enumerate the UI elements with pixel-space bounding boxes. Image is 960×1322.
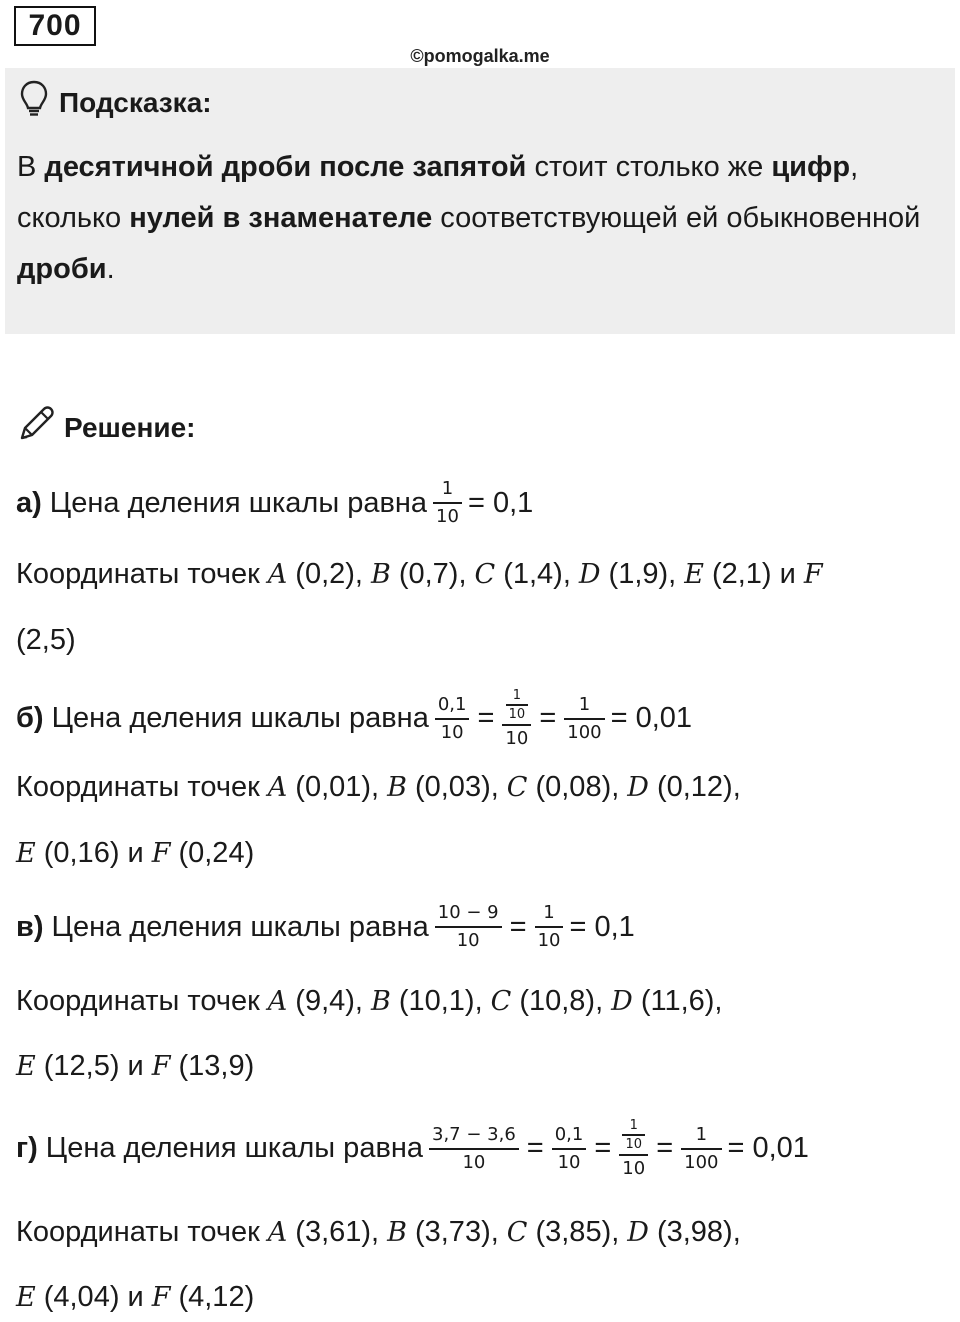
point-name: C: [474, 559, 496, 590]
point-name: D: [611, 986, 633, 1017]
coords-intro: Координаты точек: [16, 771, 260, 803]
numerator: 10 − 9: [437, 902, 499, 923]
point-value: (0,01),: [295, 771, 380, 803]
denominator: 10: [436, 506, 459, 527]
part-b-coords-line-2: [16, 837, 254, 870]
price-text: Цена деления шкалы равна: [51, 910, 429, 943]
part-label: а): [16, 486, 42, 519]
point-value: (1,9),: [608, 558, 677, 590]
denominator: 100: [567, 721, 602, 743]
point-value: (3,85),: [535, 1216, 620, 1248]
coords-intro: Координаты точек: [16, 558, 260, 590]
lightbulb-icon: [19, 80, 49, 125]
denominator: 10: [537, 930, 561, 951]
point-name: F: [151, 1051, 171, 1082]
equals-sign: =: [539, 702, 557, 735]
part-c-coords-line: [16, 985, 722, 1018]
hint-bold-part: нулей в знаменателе: [129, 202, 433, 234]
point-value: (3,61),: [295, 1216, 380, 1248]
fraction: [552, 1124, 587, 1174]
point-value: (0,08),: [535, 771, 620, 803]
hint-header: [19, 80, 212, 125]
point-value: (0,12),: [656, 771, 741, 803]
point-value: (4,04) и: [43, 1281, 144, 1313]
point-name: B: [370, 559, 391, 590]
point-name: D: [578, 559, 601, 590]
denominator: 10: [557, 1151, 581, 1173]
point-name: D: [627, 772, 649, 803]
equals-sign: =: [477, 702, 495, 735]
point-value: (0,2),: [295, 558, 363, 590]
point-value: (9,4),: [295, 985, 363, 1017]
fraction-bar: [435, 718, 470, 720]
denominator: 10: [622, 1157, 646, 1179]
numerator: 1: [578, 693, 591, 715]
denominator: 10: [505, 727, 529, 749]
fraction: [435, 694, 470, 744]
fraction-bar: [619, 1154, 648, 1156]
point-value: (13,9): [178, 1050, 255, 1082]
denominator: 10: [625, 1136, 643, 1152]
pencil-icon: [16, 404, 56, 451]
point-value: (0,24): [178, 837, 255, 869]
point-value: (3,98),: [656, 1216, 741, 1248]
complex-fraction: [502, 688, 531, 750]
watermark: ©pomogalka.me: [410, 46, 550, 66]
point-value: (11,6),: [640, 985, 723, 1017]
numerator: 3,7 − 3,6: [432, 1123, 516, 1145]
equals-sign: =: [594, 1132, 612, 1165]
solution-header: [16, 404, 195, 451]
numerator: 1: [695, 1123, 708, 1145]
fraction-bar: [435, 926, 502, 928]
hint-title: Подсказка:: [59, 86, 212, 118]
point-name: E: [16, 1051, 36, 1082]
point-name: D: [627, 1217, 649, 1248]
point-name: A: [267, 772, 288, 803]
complex-fraction: [619, 1118, 648, 1180]
numerator: 0,1: [437, 693, 467, 715]
point-value: (4,12): [178, 1281, 255, 1313]
part-label: в): [16, 910, 44, 943]
point-name: F: [151, 838, 171, 869]
denominator: 10: [440, 721, 464, 743]
point-value: (12,5) и: [43, 1050, 144, 1082]
hint-text-part: соответствующей ей обыкновенной: [432, 202, 921, 234]
fraction-bar: [502, 724, 531, 726]
equals-sign: =: [509, 910, 527, 943]
point-name: F: [803, 559, 823, 590]
part-d-coords-line-2: [16, 1281, 254, 1314]
point-value: (0,03),: [414, 771, 499, 803]
price-result: = 0,01: [727, 1132, 809, 1165]
point-name: E: [16, 838, 36, 869]
fraction-bar: [622, 1134, 645, 1136]
hint-text-part: В: [17, 151, 45, 183]
point-name: C: [506, 772, 528, 803]
numerator: 1: [629, 1118, 638, 1133]
denominator: 10: [508, 706, 526, 722]
part-b-price-line: [16, 688, 692, 750]
hint-text-part: , сколько: [17, 151, 859, 234]
inner-fraction: [622, 1118, 645, 1152]
point-name: A: [267, 559, 288, 590]
point-value: (1,4),: [503, 558, 571, 590]
coords-intro: Координаты точек: [16, 1216, 260, 1248]
point-name: E: [684, 559, 704, 590]
hint-bold-part: десятичной дроби после запятой: [44, 151, 527, 183]
fraction: [564, 694, 604, 744]
part-a-price-line: [16, 478, 533, 528]
hint-text: [17, 142, 937, 295]
hint-box: [5, 68, 955, 334]
numerator: 0,1: [554, 1123, 584, 1145]
solution-title: Решение:: [64, 411, 196, 443]
task-number: 700: [14, 6, 96, 46]
part-d-coords-line: [16, 1216, 741, 1249]
point-value: (3,73),: [414, 1216, 499, 1248]
denominator: 10: [462, 1151, 486, 1173]
numerator: 1: [512, 688, 521, 703]
price-result: = 0,01: [610, 702, 693, 735]
fraction-bar: [681, 1148, 721, 1150]
point-value: (10,8),: [519, 985, 604, 1017]
fraction: [681, 1124, 721, 1174]
part-label: б): [16, 702, 44, 735]
point-value: (2,5): [16, 624, 76, 656]
price-result: = 0,1: [467, 486, 534, 519]
point-name: B: [387, 772, 407, 803]
equals-sign: =: [656, 1132, 674, 1165]
fraction: [435, 902, 502, 952]
point-name: F: [151, 1282, 171, 1313]
fraction: [429, 1124, 519, 1174]
point-name: C: [506, 1217, 528, 1248]
fraction-bar: [552, 1148, 587, 1150]
inner-fraction: [506, 688, 529, 722]
fraction-bar: [564, 718, 604, 720]
part-a-coords-line: [16, 558, 831, 591]
price-text: Цена деления шкалы равна: [45, 1132, 423, 1165]
price-text: Цена деления шкалы равна: [49, 486, 428, 519]
point-name: E: [16, 1282, 36, 1313]
fraction-bar: [535, 926, 564, 928]
part-b-coords-line: [16, 771, 741, 804]
part-c-coords-line-2: [16, 1050, 254, 1083]
part-label: г): [16, 1132, 38, 1165]
point-name: A: [267, 1217, 288, 1248]
fraction-bar: [429, 1148, 519, 1150]
fraction: [535, 902, 564, 952]
hint-bold-part: дроби: [17, 253, 107, 285]
point-value: (2,1) и: [711, 558, 796, 590]
fraction: [433, 478, 462, 528]
fraction-bar: [433, 502, 462, 504]
numerator: 1: [441, 478, 454, 499]
price-result: = 0,1: [569, 910, 635, 943]
point-name: B: [370, 986, 391, 1017]
point-value: (0,16) и: [43, 837, 144, 869]
hint-text-part: .: [106, 253, 115, 285]
coords-intro: Координаты точек: [16, 985, 260, 1017]
part-c-price-line: [16, 902, 635, 952]
fraction-bar: [506, 704, 529, 706]
price-text: Цена деления шкалы равна: [51, 702, 429, 735]
point-name: A: [267, 986, 288, 1017]
part-a-coords-line-2: [16, 624, 76, 657]
point-value: (10,1),: [398, 985, 483, 1017]
part-d-price-line: [16, 1118, 809, 1180]
hint-text-part: стоит столько же: [526, 151, 772, 183]
denominator: 10: [456, 930, 480, 951]
point-name: C: [490, 986, 512, 1017]
point-value: (0,7),: [398, 558, 467, 590]
hint-bold-part: цифр: [771, 151, 851, 183]
numerator: 1: [543, 902, 555, 923]
point-name: B: [387, 1217, 407, 1248]
denominator: 100: [684, 1151, 719, 1173]
equals-sign: =: [526, 1132, 544, 1165]
